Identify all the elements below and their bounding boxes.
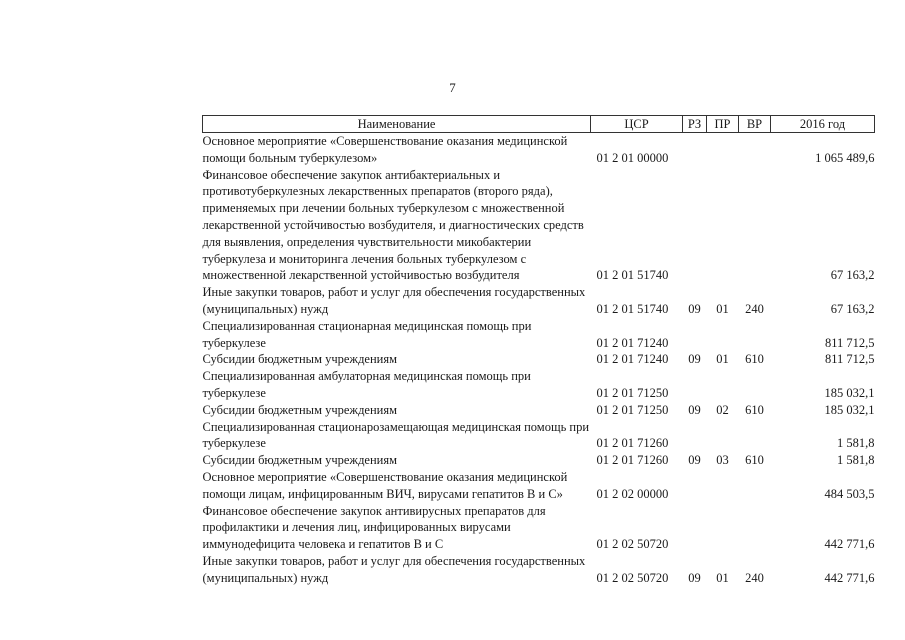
row-pr: 02	[716, 402, 729, 417]
row-csr: 01 2 01 71250	[596, 402, 669, 417]
row-sum: 185 032,1	[824, 385, 875, 400]
row-sum: 1 581,8	[837, 453, 875, 468]
row-vr	[739, 419, 771, 453]
row-csr: 01 2 01 51740	[596, 268, 669, 283]
row-vr	[739, 469, 771, 503]
row-rz	[683, 167, 707, 285]
row-vr	[739, 368, 771, 402]
row-rz: 09	[688, 570, 701, 585]
row-name: Специализированная стационарная медицинская помощь при туберкулезе	[202, 318, 532, 350]
table-row	[203, 402, 875, 419]
row-pr	[707, 368, 739, 402]
row-csr: 01 2 02 00000	[596, 486, 669, 501]
header-csr: ЦСР	[591, 116, 683, 133]
row-sum: 811 712,5	[824, 335, 875, 350]
row-rz: 09	[688, 301, 701, 316]
budget-table	[202, 115, 875, 587]
row-vr: 610	[745, 352, 764, 367]
row-csr: 01 2 01 71240	[596, 352, 669, 367]
header-name: Наименование	[203, 116, 591, 133]
table-row	[203, 368, 875, 402]
row-pr	[707, 318, 739, 352]
row-pr	[707, 503, 739, 553]
row-pr: 01	[716, 301, 729, 316]
row-sum: 67 163,2	[830, 268, 875, 283]
header-row	[203, 116, 875, 133]
row-pr: 01	[716, 352, 729, 367]
row-rz	[683, 503, 707, 553]
row-csr: 01 2 01 71250	[596, 385, 669, 400]
row-csr: 01 2 02 50720	[596, 570, 669, 585]
row-sum: 1 581,8	[837, 436, 875, 451]
header-sum: 2016 год	[771, 116, 875, 133]
row-rz	[683, 469, 707, 503]
table-body	[203, 133, 875, 587]
row-name: Специализированная амбулаторная медицинская помощь при туберкулезе	[202, 369, 531, 400]
table-row	[203, 503, 875, 553]
row-sum: 442 771,6	[824, 570, 875, 585]
row-vr: 240	[745, 570, 764, 585]
table-row	[203, 553, 875, 587]
row-name: Субсидии бюджетным учреждениям	[202, 453, 398, 468]
row-rz	[683, 368, 707, 402]
row-csr: 01 2 01 00000	[596, 150, 669, 165]
table-row	[203, 284, 875, 318]
row-rz: 09	[688, 402, 701, 417]
table-row	[203, 167, 875, 285]
row-csr: 01 2 02 50720	[596, 537, 669, 552]
row-pr: 03	[716, 453, 729, 468]
row-vr	[739, 503, 771, 553]
row-sum: 484 503,5	[824, 486, 875, 501]
row-sum: 185 032,1	[824, 402, 875, 417]
row-pr	[707, 167, 739, 285]
header-vr: ВР	[739, 116, 771, 133]
row-name: Основное мероприятие «Совершенствование оказания медицинской помощи больным туберкулезом»	[202, 134, 568, 165]
row-sum: 811 712,5	[824, 352, 875, 367]
table-row	[203, 318, 875, 352]
header-rz: РЗ	[683, 116, 707, 133]
row-pr	[707, 133, 739, 167]
row-name: Субсидии бюджетным учреждениям	[202, 352, 398, 367]
page-number: 7	[449, 80, 456, 95]
row-csr: 01 2 01 71260	[596, 453, 669, 468]
row-name: Финансовое обеспечение закупок антивирусных препаратов для профилактики и лечения лиц, инфицированных вирусами иммунодефицита человека и гепатитов В и С	[202, 503, 546, 552]
row-sum: 1 065 489,6	[815, 150, 875, 165]
table-header	[203, 116, 875, 133]
row-csr: 01 2 01 71260	[596, 436, 669, 451]
table-row	[203, 419, 875, 453]
row-rz	[683, 318, 707, 352]
row-vr	[739, 167, 771, 285]
row-name: Субсидии бюджетным учреждениям	[202, 402, 398, 417]
table-row	[203, 452, 875, 469]
row-vr	[739, 318, 771, 352]
row-sum: 67 163,2	[830, 301, 875, 316]
header-pr: ПР	[707, 116, 739, 133]
row-pr	[707, 469, 739, 503]
table-row	[203, 351, 875, 368]
row-pr: 01	[716, 570, 729, 585]
row-csr: 01 2 01 71240	[596, 335, 669, 350]
row-vr: 240	[745, 301, 764, 316]
row-vr: 610	[745, 453, 764, 468]
row-name: Финансовое обеспечение закупок антибактериальных и противотуберкулезных лекарственных препаратов (второго ряда), применяемых при лечении больных туберкулезом с множественной лекарственной устойчивостью возбудителя, и диагностических средств для выявления, определения чувствительности микобактерии туберкулеза и мониторинга лечения больных туберкулезом с множественной лекарственной устойчивостью возбудителя	[202, 167, 584, 283]
row-rz	[683, 133, 707, 167]
row-name: Иные закупки товаров, работ и услуг для обеспечения государственных (муниципальных) нужд	[202, 285, 586, 316]
row-rz: 09	[688, 352, 701, 367]
row-pr	[707, 419, 739, 453]
table-row	[203, 469, 875, 503]
row-vr: 610	[745, 402, 764, 417]
row-name: Специализированная стационарозамещающая медицинская помощь при туберкулезе	[202, 419, 590, 451]
row-sum: 442 771,6	[824, 537, 875, 552]
row-name: Иные закупки товаров, работ и услуг для обеспечения государственных (муниципальных) нужд	[202, 553, 586, 585]
table-row	[203, 133, 875, 167]
row-vr	[739, 133, 771, 167]
row-rz: 09	[688, 453, 701, 468]
row-name: Основное мероприятие «Совершенствование оказания медицинской помощи лицам, инфицированным ВИЧ, вирусами гепатитов В и С»	[202, 469, 568, 501]
row-rz	[683, 419, 707, 453]
row-csr: 01 2 01 51740	[596, 301, 669, 316]
